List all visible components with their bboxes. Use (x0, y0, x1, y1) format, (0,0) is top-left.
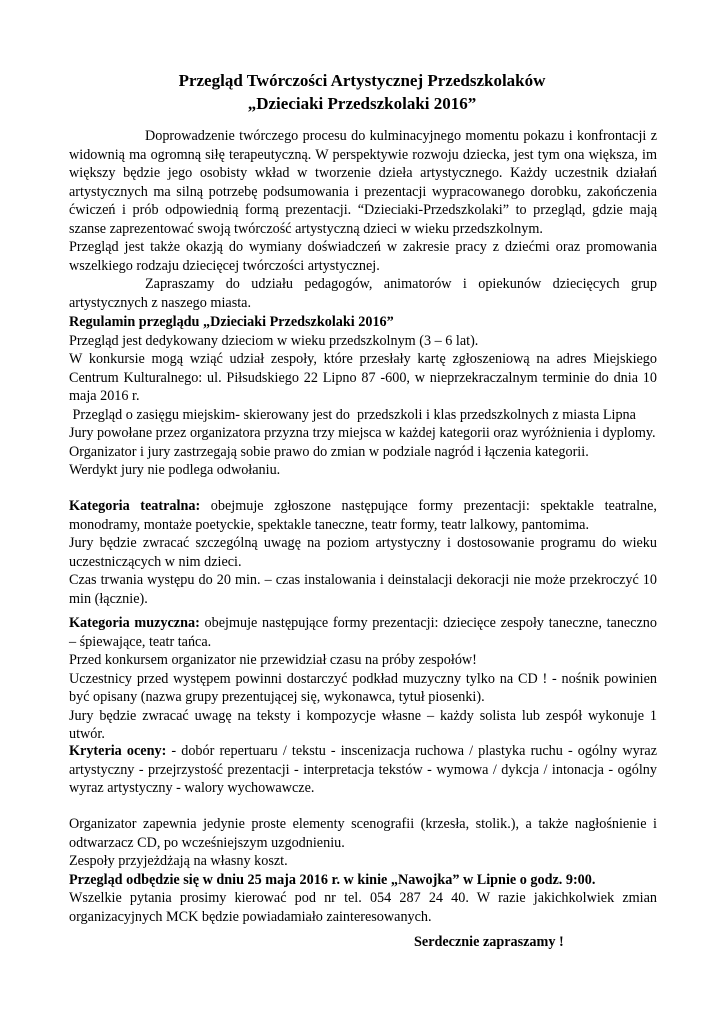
kategoria-muzyczna-section (69, 614, 657, 744)
muzyczna-line-2: Przed konkursem organizator nie przewidział czasu na próby zespołów! (69, 652, 477, 668)
regulamin-section (69, 313, 657, 480)
intro-paragraph-2: Przegląd jest także okazją do wymiany doświadczeń w zakresie pracy z dziećmi oraz promowania wszelkiego rodzaju dziecięcej twórczości artystycznej. (69, 239, 657, 274)
event-date-line: Przegląd odbędzie się w dniu 25 maja 2016 r. w kinie „Nawojka” w Lipnie o godz. 9:00. (69, 871, 596, 888)
organizacja-line-2: Zespoły przyjeżdżają na własny koszt. (69, 853, 288, 869)
kryteria-label: Kryteria oceny: (69, 743, 167, 759)
kryteria-oceny-section (69, 742, 657, 798)
regulamin-line-4: Jury powołane przez organizatora przyzna trzy miejsca w każdej kategorii oraz wyróżnienia i dyplomy. (69, 425, 656, 441)
organizacja-line-4: Wszelkie pytania prosimy kierować pod nr tel. 054 287 24 40. W razie jakichkolwiek zmian organizacyjnych MCK będzie powiadamiało zainteresowanych. (69, 890, 657, 925)
muzyczna-text: obejmuje następujące formy prezentacji: dziecięce zespoły taneczne, taneczno – śpiewające, teatr tańca. (69, 615, 657, 650)
regulamin-heading: Regulamin przeglądu „Dzieciaki Przedszkolaki 2016” (69, 314, 394, 330)
document-title-line-1: Przegląd Twórczości Artystycznej Przedszkolaków (178, 71, 546, 90)
teatralna-text: obejmuje zgłoszone następujące formy prezentacji: spektakle teatralne, monodramy, montaże poetyckie, spektakle taneczne, teatr formy, teatr lalkowy, pantomima. (69, 498, 657, 533)
organizacja-line-1: Organizator zapewnia jedynie proste elementy scenografii (krzesła, stolik.), a także nagłośnienie i odtwarzacz CD, po wcześniejszym uzgodnieniu. (69, 816, 657, 851)
muzyczna-label: Kategoria muzyczna: (69, 615, 200, 631)
regulamin-line-5: Organizator i jury zastrzegają sobie prawo do zmian w podziale nagród i łączenia kategorii. (69, 443, 589, 460)
regulamin-line-6: Werdykt jury nie podlega odwołaniu. (69, 462, 281, 478)
kryteria-paragraph (69, 742, 657, 798)
document-title-line-2: „Dzieciaki Przedszkolaki 2016” (247, 94, 477, 113)
organizacja-section (69, 815, 657, 926)
teatralna-label: Kategoria teatralna: (69, 498, 201, 514)
muzyczna-line-4: Jury będzie zwracać uwagę na teksty i kompozycje własne – każdy solista lub zespół wykonuje 1 utwór. (69, 707, 657, 742)
muzyczna-line-3: Uczestnicy przed występem powinni dostarczyć podkład muzyczny tylko na CD ! - nośnik powinien być opisany (nazwa grupy prezentującej się, wykonawca, tytuł piosenki). (69, 670, 657, 705)
intro-paragraph-3: Zapraszamy do udziału pedagogów, animatorów i opiekunów dziecięcych grup artystycznych z naszego miasta. (69, 276, 657, 311)
intro-section (69, 127, 657, 312)
teatralna-paragraph (69, 497, 657, 534)
regulamin-line-3: Przegląd o zasięgu miejskim- skierowany jest do przedszkoli i klas przedszkolnych z miasta Lipna (69, 406, 636, 423)
teatralna-line-3: Czas trwania występu do 20 min. – czas instalowania i deinstalacji dekoracji nie może przekroczyć 10 min (łącznie). (69, 572, 657, 607)
teatralna-line-2: Jury będzie zwracać szczególną uwagę na poziom artystyczny i dostosowanie programu do wieku uczestniczących w nim dzieci. (69, 535, 657, 570)
closing-invitation: Serdecznie zapraszamy ! (414, 934, 564, 950)
kryteria-text: - dobór repertuaru / tekstu - inscenizacja ruchowa / plastyka ruchu - ogólny wyraz artystyczny - przejrzystość prezentacji - interpretacja tekstów - wymowa / dykcja / intonacja - ogólny wyraz artystyczny - walory wychowawcze. (69, 743, 657, 796)
muzyczna-paragraph (69, 614, 657, 651)
regulamin-line-1: Przegląd jest dedykowany dzieciom w wieku przedszkolnym (3 – 6 lat). (69, 332, 479, 349)
intro-paragraph-1: Doprowadzenie twórczego procesu do kulminacyjnego momentu pokazu i konfrontacji z widownią ma ogromną siłę terapeutyczną. W perspektywie rozwoju dziecka, jest tym ona większa, im większy będzie jego osobisty wkład w tworzenie dzieła artystycznego. Każdy uczestnik działań artystycznych ma silną potrzebę podsumowania i prezentacji wypracowanego dorobku, zakończenia ćwiczeń i prób odpowiednią formą prezentacji. “Dzieciaki-Przedszkolaki” to przegląd, gdzie mają szanse zaprezentować swoją twórczość artystyczną dzieci w wieku przedszkolnym. (69, 128, 657, 237)
regulamin-line-2: W konkursie mogą wziąć udział zespoły, które przesłały kartę zgłoszeniową na adres Miejskiego Centrum Kulturalnego: ul. Piłsudskiego 22 Lipno 87 -600, w nieprzekraczalnym terminie do dnia 10 maja 2016 r. (69, 351, 657, 404)
kategoria-teatralna-section (69, 497, 657, 608)
